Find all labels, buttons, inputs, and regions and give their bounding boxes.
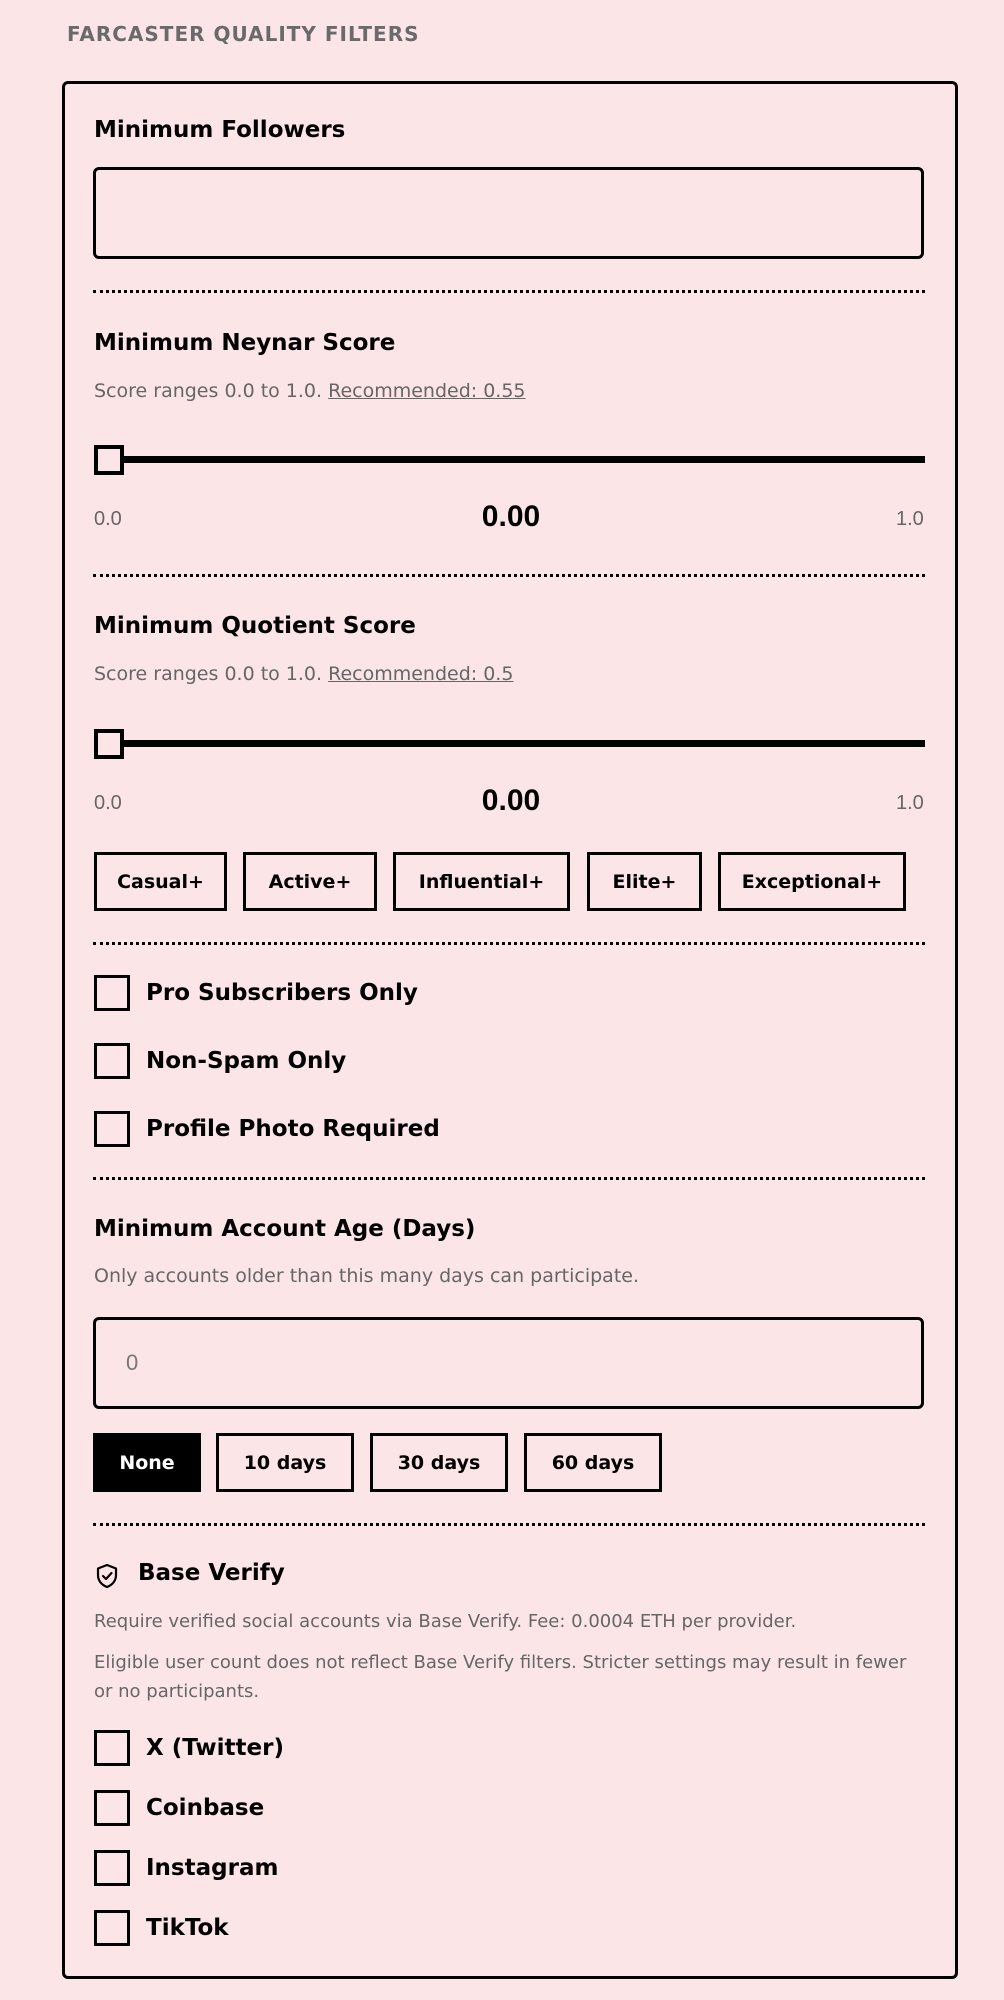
neynar-help bbox=[94, 380, 526, 402]
preset-casual-button[interactable]: Casual+ bbox=[94, 852, 227, 911]
provider-instagram-row[interactable] bbox=[94, 1850, 278, 1886]
provider-tiktok-label: TikTok bbox=[146, 1915, 229, 1941]
pro-subscribers-checkbox-row[interactable] bbox=[94, 975, 418, 1011]
quotient-slider-track[interactable] bbox=[94, 740, 925, 747]
quotient-help-text: Score ranges 0.0 to 1.0. bbox=[94, 663, 329, 685]
quotient-slider-thumb[interactable] bbox=[94, 729, 124, 759]
divider bbox=[93, 574, 925, 577]
provider-coinbase-row[interactable] bbox=[94, 1790, 264, 1826]
provider-instagram-label: Instagram bbox=[146, 1855, 279, 1881]
provider-x-row[interactable] bbox=[94, 1730, 284, 1766]
provider-tiktok-checkbox[interactable] bbox=[94, 1910, 130, 1946]
preset-exceptional-button[interactable]: Exceptional+ bbox=[718, 852, 906, 911]
pro-subscribers-checkbox[interactable] bbox=[94, 975, 130, 1011]
age-30-days-button[interactable]: 30 days bbox=[370, 1433, 508, 1492]
provider-x-label: X (Twitter) bbox=[146, 1735, 284, 1761]
provider-instagram-checkbox[interactable] bbox=[94, 1850, 130, 1886]
divider bbox=[93, 1177, 925, 1180]
provider-coinbase-checkbox[interactable] bbox=[94, 1790, 130, 1826]
section-title: FARCASTER QUALITY FILTERS bbox=[67, 22, 420, 46]
account-age-input[interactable]: 0 bbox=[93, 1317, 924, 1409]
age-10-days-button[interactable]: 10 days bbox=[216, 1433, 354, 1492]
account-age-help: Only accounts older than this many days can participate. bbox=[94, 1265, 640, 1287]
preset-active-button[interactable]: Active+ bbox=[243, 852, 377, 911]
shield-check-icon bbox=[96, 1563, 118, 1589]
provider-x-checkbox[interactable] bbox=[94, 1730, 130, 1766]
non-spam-label: Non-Spam Only bbox=[146, 1048, 347, 1074]
pro-subscribers-label: Pro Subscribers Only bbox=[146, 980, 418, 1006]
neynar-slider-thumb[interactable] bbox=[94, 445, 124, 475]
preset-influential-button[interactable]: Influential+ bbox=[393, 852, 570, 911]
age-none-button[interactable]: None bbox=[93, 1433, 201, 1492]
neynar-min-label: 0.0 bbox=[94, 508, 122, 530]
profile-photo-checkbox[interactable] bbox=[94, 1111, 130, 1147]
divider bbox=[93, 1523, 925, 1526]
quotient-min-label: 0.0 bbox=[94, 792, 122, 814]
profile-photo-checkbox-row[interactable] bbox=[94, 1111, 440, 1147]
base-verify-help-1: Require verified social accounts via Base Verify. Fee: 0.0004 ETH per provider. bbox=[94, 1611, 797, 1632]
neynar-recommended-link[interactable]: Recommended: 0.55 bbox=[328, 380, 526, 402]
quotient-help bbox=[94, 663, 513, 685]
divider bbox=[93, 942, 925, 945]
non-spam-checkbox[interactable] bbox=[94, 1043, 130, 1079]
non-spam-checkbox-row[interactable] bbox=[94, 1043, 346, 1079]
base-verify-label: Base Verify bbox=[138, 1560, 285, 1586]
neynar-max-label: 1.0 bbox=[896, 508, 924, 530]
base-verify-help-2: Eligible user count does not reflect Base Verify filters. Stricter settings may result in fewer or no participants. bbox=[94, 1652, 907, 1702]
quotient-recommended-link[interactable]: Recommended: 0.5 bbox=[328, 663, 514, 685]
min-followers-input[interactable] bbox=[93, 167, 924, 259]
min-followers-label: Minimum Followers bbox=[94, 117, 346, 143]
age-60-days-button[interactable]: 60 days bbox=[524, 1433, 662, 1492]
provider-tiktok-row[interactable] bbox=[94, 1910, 229, 1946]
preset-elite-button[interactable]: Elite+ bbox=[587, 852, 702, 911]
neynar-score-label: Minimum Neynar Score bbox=[94, 330, 396, 356]
provider-coinbase-label: Coinbase bbox=[146, 1795, 265, 1821]
neynar-value: 0.00 bbox=[481, 500, 541, 533]
account-age-label: Minimum Account Age (Days) bbox=[94, 1216, 476, 1242]
neynar-help-text: Score ranges 0.0 to 1.0. bbox=[94, 380, 329, 402]
quotient-max-label: 1.0 bbox=[896, 792, 924, 814]
quotient-value: 0.00 bbox=[481, 784, 541, 817]
neynar-slider-track[interactable] bbox=[94, 456, 925, 463]
quotient-score-label: Minimum Quotient Score bbox=[94, 613, 416, 639]
divider bbox=[93, 290, 925, 293]
profile-photo-label: Profile Photo Required bbox=[146, 1116, 440, 1142]
